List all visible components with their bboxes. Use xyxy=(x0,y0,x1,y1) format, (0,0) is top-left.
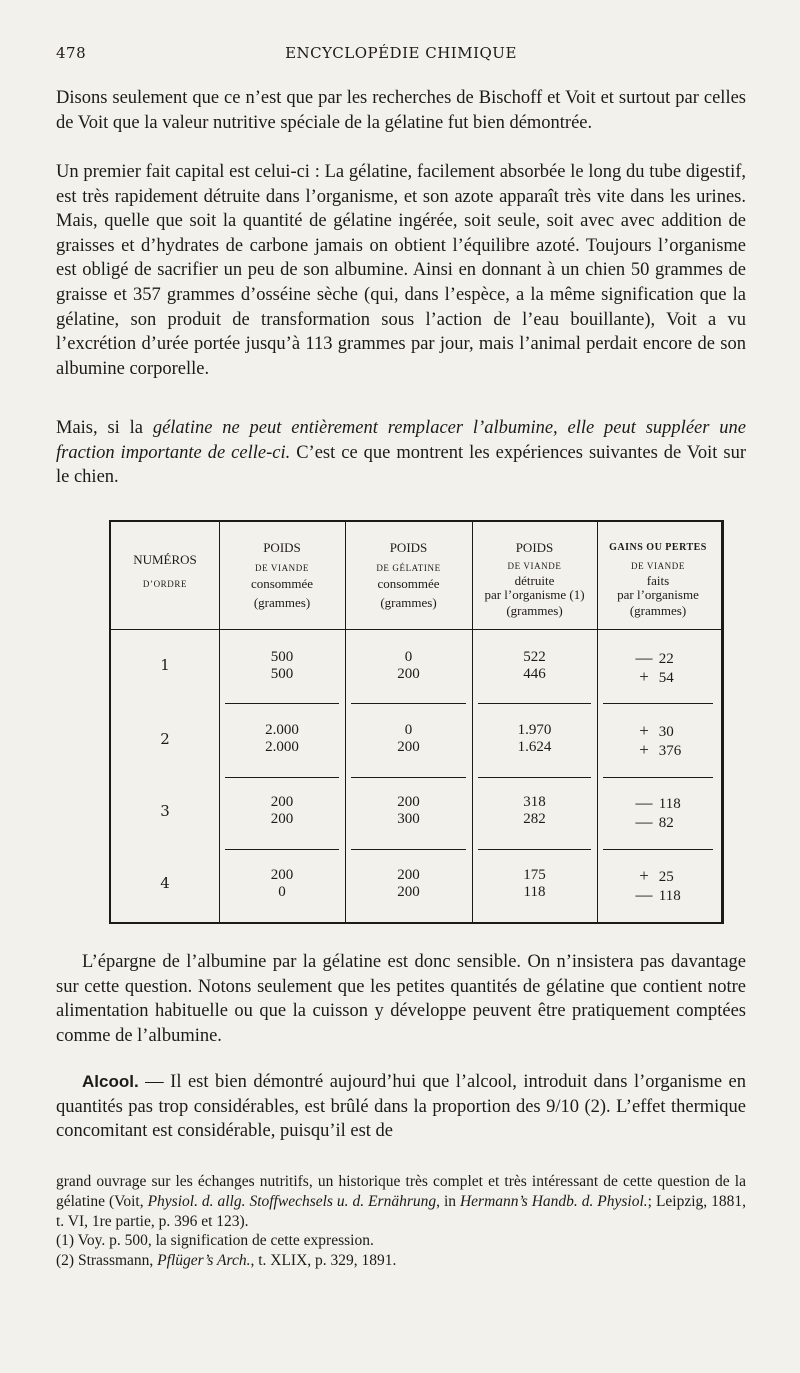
paragraph-alcool-body: — Il est bien démontré aujourd’hui que l’alcool, introduit dans l’organisme en quantités pas trop considérables, est brûlé dans la proportion des 9/10 (2). L’effet thermique concomitant est considérable, puisqu’il est de xyxy=(56,1072,746,1142)
table-cell-gain xyxy=(633,794,713,832)
footnote-2 xyxy=(56,1251,746,1271)
row-rule xyxy=(603,849,713,850)
header-gelatine-consommee xyxy=(345,540,472,611)
header-line: (grammes) xyxy=(253,595,311,610)
row-rule xyxy=(603,777,713,778)
table-cell-detruite xyxy=(472,649,597,683)
footnote-italic: Physiol. d. allg. Stoffwechsels u. d. Ernährung xyxy=(147,1192,437,1210)
cell-value: 200 xyxy=(397,794,420,810)
paragraph-3 xyxy=(56,416,746,490)
gain-sign: + xyxy=(639,721,649,740)
running-header xyxy=(56,44,746,68)
gain-sign: — xyxy=(635,885,653,904)
gain-sign: + xyxy=(639,667,649,686)
cell-value: 1.970 xyxy=(517,722,552,738)
gain-value: 118 xyxy=(658,888,681,904)
gain-value: 54 xyxy=(658,670,674,686)
table-cell-gain xyxy=(633,649,713,687)
cell-value: 0 xyxy=(278,884,286,900)
cell-value: 200 xyxy=(397,867,420,883)
table-cell-gelatine xyxy=(345,794,472,828)
cell-value: 1.624 xyxy=(517,739,552,755)
page-number: 478 xyxy=(56,44,87,62)
gain-value: 30 xyxy=(658,724,674,740)
header-gains-pertes xyxy=(597,540,719,619)
cell-value: 200 xyxy=(270,867,294,883)
cell-value: 200 xyxy=(397,666,420,682)
header-line: DE VIANDE xyxy=(255,563,309,573)
header-rule xyxy=(111,629,721,630)
header-line: consommée xyxy=(377,576,440,591)
paragraph-4-text: L’épargne de l’albumine par la gélatine est donc sensible. On n’insistera pas davantage sur cette question. Notons seulement que les petites quantités de gélatine que contient notre alimentation habituelle ou que la cuisson y développe peuvent être pratiquement comptées comme de l’albumine. xyxy=(56,952,746,1046)
header-line: POIDS xyxy=(515,540,554,555)
cell-value: 200 xyxy=(397,884,420,900)
row-number: 1 xyxy=(160,656,170,674)
gain-sign: + xyxy=(639,866,649,885)
paragraph-3-text xyxy=(56,416,746,490)
header-line: par l’organisme xyxy=(617,587,699,602)
cell-value: 2.000 xyxy=(265,722,299,738)
table-cell-viande xyxy=(219,867,345,901)
header-line: DE VIANDE xyxy=(507,561,562,571)
footnote-italic: Hermann’s Handb. d. Physiol. xyxy=(459,1192,648,1210)
row-rule xyxy=(478,703,591,704)
table-cell-viande xyxy=(219,794,345,828)
cell-value: 175 xyxy=(523,867,546,883)
header-viande-detruite xyxy=(472,540,597,619)
cell-value: 0 xyxy=(404,722,413,738)
gain-value: 376 xyxy=(658,743,682,759)
header-line: faits xyxy=(646,573,670,588)
footnotes xyxy=(56,1172,746,1271)
table-cell-gelatine xyxy=(345,649,472,683)
header-numeros-line1: NUMÉROS xyxy=(133,552,197,567)
paragraph-1-text: Disons seulement que ce n’est que par les recherches de Bischoff et Voit et surtout par celles de Voit que la valeur nutritive spéciale de la gélatine fut bien démontrée. xyxy=(56,88,746,133)
header-numeros-line2: D’ORDRE xyxy=(142,579,188,589)
header-line: consommée xyxy=(250,576,314,591)
header-line: par l’organisme (1) xyxy=(484,587,585,602)
cell-value: 200 xyxy=(397,739,420,755)
gain-value: 118 xyxy=(658,796,681,812)
experiment-table xyxy=(109,520,724,924)
cell-value: 118 xyxy=(523,884,546,900)
header-line: DE GÉLATINE xyxy=(376,563,441,573)
paragraph-3-end: C’est ce que montrent les expériences suivantes de Voit sur le chien. xyxy=(56,442,746,488)
footnote-italic: Pflüger’s Arch. xyxy=(157,1252,251,1270)
gain-sign: — xyxy=(635,793,653,812)
footnote-text: , t. XLIX, p. 329, 1891. xyxy=(250,1252,397,1270)
row-rule xyxy=(478,777,591,778)
row-rule xyxy=(478,849,591,850)
cell-value: 200 xyxy=(270,794,294,810)
paragraph-alcool xyxy=(56,1070,746,1144)
table-cell-gain xyxy=(633,722,713,760)
paragraph-2-text: Un premier fait capital est celui-ci : La gélatine, facilement absorbée le long du tube digestif, est très rapidement détruite dans l’organisme, et son azote apparaît très vite dans les urines. Mais, quelle que soit la quantité de gélatine ingérée, soit seule, soit avec avec addition de graisses et d’hydrates de carbone jamais on obtient l’équilibre azoté. Toujours l’organisme est obligé de sacrifier un peu de son albumine. Ainsi en donnant à un chien 50 grammes de graisse et 357 grammes d’osséine sèche (qui, dans l’espèce, a la même signification que la gélatine, son produit de transformation sous l’action de l’eau bouillante), Voit a vu l’excrétion d’urée portée jusqu’à 113 grammes par jour, mais l’animal perdait encore de son albumine corporelle. xyxy=(56,162,746,379)
cell-value: 318 xyxy=(523,794,546,810)
cell-value: 446 xyxy=(523,666,546,682)
row-number: 2 xyxy=(160,730,170,748)
row-rule xyxy=(351,777,466,778)
paragraph-2 xyxy=(56,160,746,381)
paragraph-alcool-text xyxy=(56,1070,746,1144)
footnote-text: (2) Strassmann, xyxy=(56,1252,158,1270)
cell-value: 500 xyxy=(270,649,294,665)
table-cell-gelatine xyxy=(345,722,472,756)
running-title: ENCYCLOPÉDIE CHIMIQUE xyxy=(285,44,517,62)
gain-sign: — xyxy=(635,648,653,667)
gain-sign: — xyxy=(635,812,653,831)
header-numeros xyxy=(111,552,219,592)
header-line: (grammes) xyxy=(629,603,687,618)
header-line: POIDS xyxy=(263,540,301,555)
footnote-1: (1) Voy. p. 500, la signification de cette expression. xyxy=(56,1232,374,1250)
cell-value: 200 xyxy=(270,811,294,827)
cell-value: 0 xyxy=(404,649,413,665)
header-line: détruite xyxy=(514,573,555,588)
gain-value: 25 xyxy=(658,869,674,885)
cell-value: 522 xyxy=(523,649,546,665)
row-rule xyxy=(351,703,466,704)
table-cell-gelatine xyxy=(345,867,472,901)
table-cell-viande xyxy=(219,649,345,683)
row-rule xyxy=(225,849,339,850)
footnote-text: grand ouvrage sur les échanges nutritifs, un historique très complet et très intéressant de cette question de la gélatine (Voit, xyxy=(56,1173,746,1210)
cell-value: 300 xyxy=(397,811,420,827)
gain-sign: + xyxy=(639,740,649,759)
row-rule xyxy=(603,703,713,704)
header-line: GAINS OU PERTES xyxy=(609,542,707,553)
gain-value: 22 xyxy=(658,651,674,667)
section-lead-alcool: Alcool. xyxy=(82,1072,139,1091)
header-line: DE VIANDE xyxy=(631,561,685,571)
table-cell-gain xyxy=(633,867,713,905)
cell-value: 282 xyxy=(523,811,546,827)
header-line: (grammes) xyxy=(506,603,563,618)
row-rule xyxy=(351,849,466,850)
paragraph-4 xyxy=(56,950,746,1048)
header-line: POIDS xyxy=(389,540,428,555)
paragraph-1 xyxy=(56,86,746,135)
paragraph-3-italic: gélatine ne peut entièrement remplacer l’albumine, elle peut suppléer une fraction importante de celle-ci. xyxy=(56,418,746,463)
cell-value: 500 xyxy=(270,666,294,682)
footnote-text: ; Leipzig, 1881, t. VI, 1re partie, p. 396 et 123). xyxy=(56,1192,746,1230)
row-rule xyxy=(225,777,339,778)
paragraph-3-start: Mais, si la xyxy=(56,418,153,438)
footnote-continuation xyxy=(56,1172,746,1231)
row-number: 4 xyxy=(160,874,170,892)
table-cell-detruite xyxy=(472,867,597,901)
gain-value: 82 xyxy=(658,815,674,831)
cell-value: 2.000 xyxy=(265,739,299,755)
table-cell-detruite xyxy=(472,722,597,756)
header-viande-consommee xyxy=(219,540,345,611)
row-number: 3 xyxy=(160,802,170,820)
header-line: (grammes) xyxy=(380,595,437,610)
footnote-text: , in xyxy=(436,1192,460,1210)
table-cell-detruite xyxy=(472,794,597,828)
row-rule xyxy=(225,703,339,704)
table-cell-viande xyxy=(219,722,345,756)
